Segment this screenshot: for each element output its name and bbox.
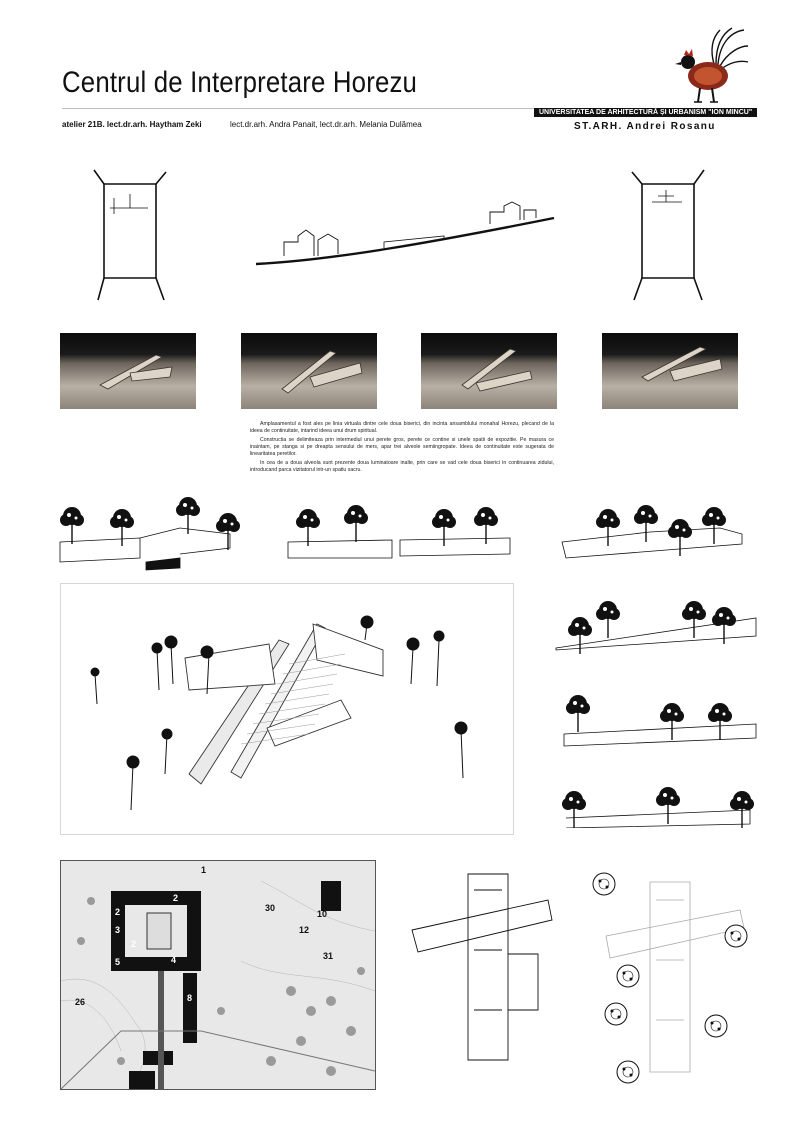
map-label-2b: 2 bbox=[115, 907, 121, 917]
map-label-12: 12 bbox=[299, 925, 310, 935]
model-photo-forms bbox=[60, 333, 738, 409]
map-label-10: 10 bbox=[317, 909, 328, 919]
rooster-logo-icon bbox=[670, 24, 750, 108]
student-name: ST.ARH. Andrei Rosanu bbox=[574, 121, 716, 132]
atelier-label: atelier 21B. lect.dr.arh. Haytham Zeki bbox=[62, 120, 202, 129]
map-label-1: 1 bbox=[201, 865, 207, 875]
tutors-label: lect.dr.arh. Andra Panait, lect.dr.arh. Melania Dulămea bbox=[230, 120, 422, 129]
description-paragraph-1: Amplasamentul a fost ales pe linia virtuala dintre cele doua biserici, din incinta ansamblului monahal Horezu, plecand de la ideea de continuitate, intarind ideea unui drum spiritual. bbox=[250, 421, 554, 435]
project-description bbox=[250, 421, 554, 476]
university-banner: UNIVERSITATEA DE ARHITECTURĂ ȘI URBANISM "ION MINCU" bbox=[534, 108, 757, 117]
site-plan-drawing bbox=[61, 861, 375, 1089]
axonometric-view bbox=[60, 583, 514, 835]
map-label-2c: 2 bbox=[131, 939, 137, 949]
map-label-30: 30 bbox=[265, 903, 276, 913]
site-section-sketch bbox=[254, 190, 556, 272]
floor-plan-2 bbox=[590, 866, 760, 1090]
left-view-sketch bbox=[90, 168, 170, 302]
map-label-2: 2 bbox=[173, 893, 179, 903]
map-label-7: 7 bbox=[185, 981, 191, 991]
description-paragraph-3: In cea de a doua alveola sunt prezente doua luminatoare inalte, prin care se vad cele doua biserici in continuarea zidului, introducand parca vizitatorul intr-un spatiu sacru. bbox=[250, 460, 554, 474]
axonometric-drawing bbox=[61, 584, 513, 834]
floor-plan-1 bbox=[408, 870, 558, 1070]
map-label-3: 3 bbox=[115, 925, 121, 935]
page-title: Centrul de Interpretare Horezu bbox=[62, 66, 418, 99]
map-label-4: 4 bbox=[171, 955, 177, 965]
map-label-31: 31 bbox=[323, 951, 334, 961]
right-view-sketch bbox=[628, 168, 708, 302]
map-label-8: 8 bbox=[187, 993, 193, 1003]
site-plan-map bbox=[60, 860, 376, 1090]
map-label-5: 5 bbox=[115, 957, 121, 967]
map-label-26: 26 bbox=[75, 997, 86, 1007]
description-paragraph-2: Constructia se delimiteaza prin intermediul unui perete gros, perete ce contine si unele spatii de expozitie. Pe masura ce inaintam, pe stanga si pe dreapta sensului de mers, apar trei alveole semiingropate. Ideea de continuitate este sugerata de linearitatea peretilor. bbox=[250, 436, 554, 458]
